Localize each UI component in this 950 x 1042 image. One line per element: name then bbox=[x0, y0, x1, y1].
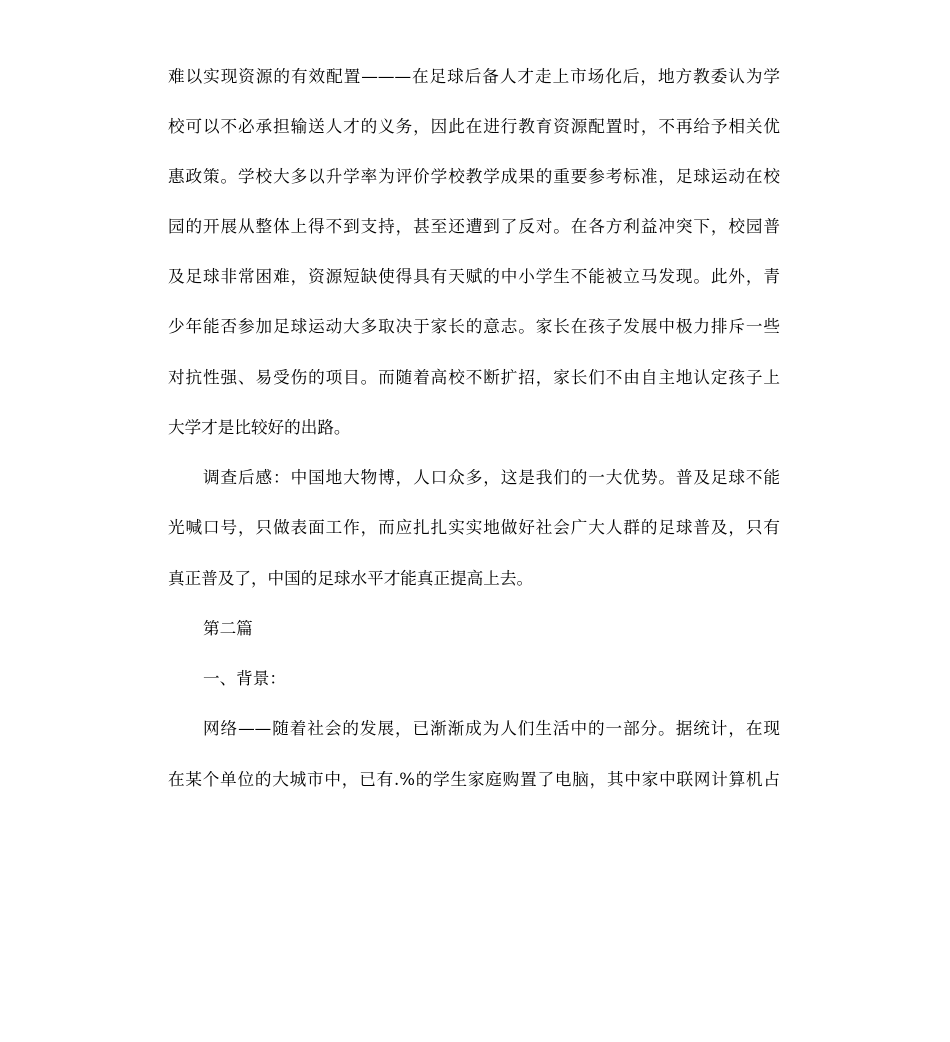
paragraph-1-line-4: 园的开展从整体上得不到支持，甚至还遭到了反对。在各方利益冲突下，校园普 bbox=[168, 217, 780, 236]
paragraph-2-line-1: 调查后感：中国地大物博，人口众多，这是我们的一大优势。普及足球不能 bbox=[203, 468, 780, 487]
paragraph-1-line-3: 惠政策。学校大多以升学率为评价学校教学成果的重要参考标准，足球运动在校 bbox=[168, 167, 780, 186]
paragraph-1-line-5: 及足球非常困难，资源短缺使得具有天赋的中小学生不能被立马发现。此外，青 bbox=[168, 267, 780, 286]
paragraph-1-line-1: 难以实现资源的有效配置———在足球后备人才走上市场化后，地方教委认为学 bbox=[168, 67, 780, 86]
subheading-background: 一、背景： bbox=[203, 669, 286, 688]
paragraph-3-line-2: 在某个单位的大城市中，已有.%的学生家庭购置了电脑，其中家中联网计算机占 bbox=[168, 770, 780, 789]
paragraph-1-line-6: 少年能否参加足球运动大多取决于家长的意志。家长在孩子发展中极力排斥一些 bbox=[168, 317, 780, 336]
paragraph-1-line-2: 校可以不必承担输送人才的义务，因此在进行教育资源配置时，不再给予相关优 bbox=[168, 117, 780, 136]
paragraph-1-line-8: 大学才是比较好的出路。 bbox=[168, 418, 351, 437]
paragraph-3-line-1: 网络——随着社会的发展，已渐渐成为人们生活中的一部分。据统计，在现 bbox=[203, 719, 780, 738]
paragraph-2-line-3: 真正普及了，中国的足球水平才能真正提高上去。 bbox=[168, 569, 534, 588]
paragraph-1-line-7: 对抗性强、易受伤的项目。而随着高校不断扩招，家长们不由自主地认定孩子上 bbox=[168, 368, 780, 387]
section-heading: 第二篇 bbox=[203, 619, 253, 638]
paragraph-2-line-2: 光喊口号，只做表面工作，而应扎扎实实地做好社会广大人群的足球普及，只有 bbox=[168, 518, 780, 537]
